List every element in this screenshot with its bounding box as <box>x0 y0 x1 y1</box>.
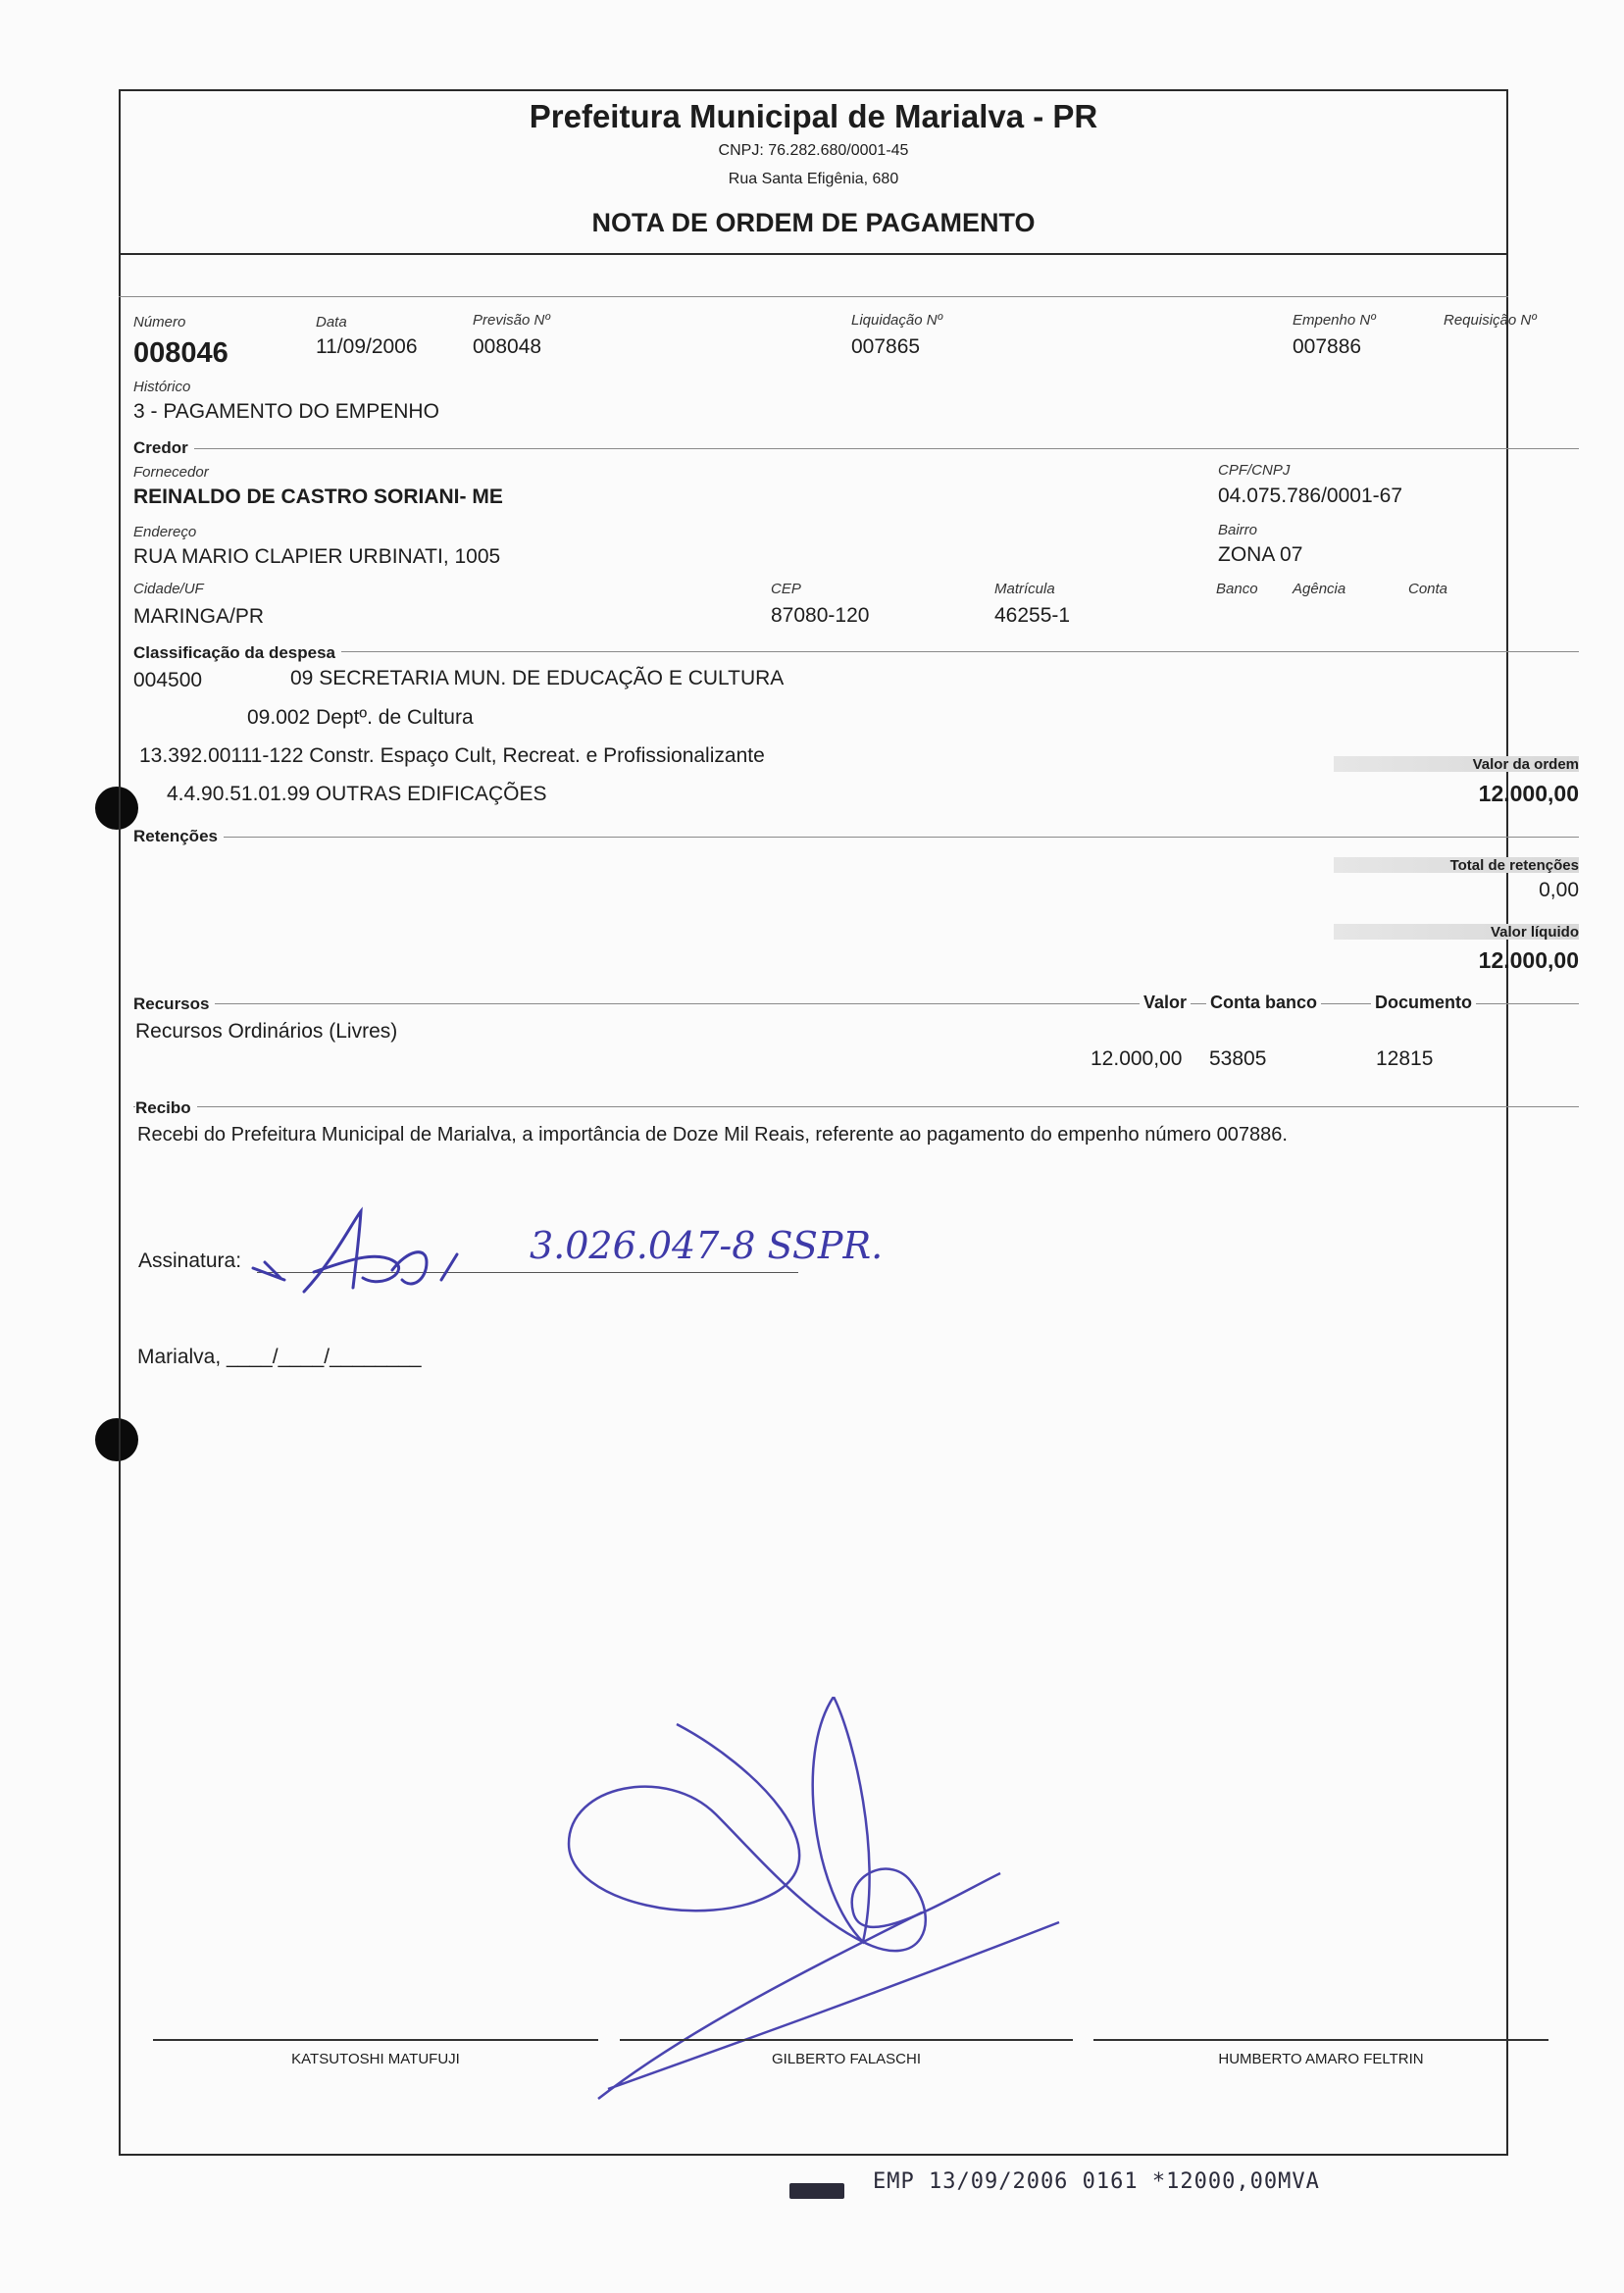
bairro-label: Bairro <box>1218 522 1258 538</box>
previsao-label: Previsão Nº <box>473 312 550 329</box>
org-cnpj: CNPJ: 76.282.680/0001-45 <box>718 142 909 159</box>
top-rule <box>119 296 1508 297</box>
fornecedor-value: REINALDO DE CASTRO SORIANI- ME <box>133 485 503 508</box>
handwritten-id: 3.026.047-8 SSPR. <box>530 1224 884 1267</box>
liquidacao-value: 007865 <box>851 335 921 358</box>
header-separator <box>119 253 1508 255</box>
cpf-value: 04.075.786/0001-67 <box>1218 484 1403 507</box>
historico-value: 3 - PAGAMENTO DO EMPENHO <box>133 400 439 423</box>
recursos-valor-label: Valor <box>1140 993 1191 1013</box>
stamp-logo-icon <box>789 2183 844 2199</box>
retencoes-rule <box>133 837 1579 838</box>
valor-liquido-label: Valor líquido <box>1490 924 1579 941</box>
endereco-value: RUA MARIO CLAPIER URBINATI, 1005 <box>133 545 501 568</box>
liquidacao-label: Liquidação Nº <box>851 312 943 329</box>
recibo-text: Recebi do Prefeitura Municipal de Marialva, a importância de Doze Mil Reais, referente ao pagamento do empenho número 007886. <box>137 1124 1288 1146</box>
cidade-value: MARINGA/PR <box>133 605 265 628</box>
requisicao-label: Requisição Nº <box>1444 312 1537 329</box>
classificacao-line3: 13.392.00111-122 Constr. Espaço Cult, Recreat. e Profissionalizante <box>139 744 765 767</box>
data-value: 11/09/2006 <box>316 335 418 358</box>
valor-ordem-label: Valor da ordem <box>1472 756 1579 773</box>
signatory-1: KATSUTOSHI MATUFUJI <box>291 2051 460 2067</box>
data-label: Data <box>316 314 347 331</box>
total-retencoes-label: Total de retenções <box>1449 857 1579 874</box>
valor-ordem-value: 12.000,00 <box>1478 781 1579 806</box>
assinatura-label: Assinatura: <box>138 1249 242 1272</box>
empenho-value: 007886 <box>1293 335 1362 358</box>
recursos-section: Recursos <box>133 994 215 1014</box>
recursos-rule <box>133 1003 1579 1004</box>
bottom-stamp: EMP 13/09/2006 0161 *12000,00MVA <box>873 2169 1320 2194</box>
historico-label: Histórico <box>133 379 191 395</box>
cep-value: 87080-120 <box>771 604 870 627</box>
local-date: Marialva, ____/____/________ <box>137 1346 422 1368</box>
classificacao-line4: 4.4.90.51.01.99 OUTRAS EDIFICAÇÕES <box>167 783 547 805</box>
cpf-label: CPF/CNPJ <box>1218 462 1291 479</box>
signature-line-1 <box>153 2039 598 2041</box>
recursos-descricao: Recursos Ordinários (Livres) <box>135 1020 398 1043</box>
recursos-conta-banco: 53805 <box>1209 1047 1267 1070</box>
cidade-label: Cidade/UF <box>133 581 204 597</box>
recibo-section: Recibo <box>135 1098 197 1118</box>
recursos-conta-label: Conta banco <box>1206 993 1321 1013</box>
fornecedor-label: Fornecedor <box>133 464 209 481</box>
banco-label: Banco <box>1216 581 1258 597</box>
numero-label: Número <box>133 314 186 331</box>
org-address: Rua Santa Efigênia, 680 <box>728 171 899 187</box>
recursos-valor: 12.000,00 <box>1091 1047 1183 1070</box>
classificacao-rule <box>133 651 1579 652</box>
bairro-value: ZONA 07 <box>1218 543 1303 566</box>
doc-title: NOTA DE ORDEM DE PAGAMENTO <box>591 208 1036 237</box>
previsao-value: 008048 <box>473 335 542 358</box>
empenho-label: Empenho Nº <box>1293 312 1376 329</box>
org-title: Prefeitura Municipal de Marialva - PR <box>529 98 1098 134</box>
signature-line-2 <box>620 2039 1073 2041</box>
classificacao-line2: 09.002 Deptº. de Cultura <box>247 706 474 729</box>
signature-line-3 <box>1093 2039 1548 2041</box>
recursos-documento-label: Documento <box>1371 993 1476 1013</box>
authority-signature-icon <box>549 1697 1079 2109</box>
classificacao-section: Classificação da despesa <box>133 643 341 663</box>
valor-liquido-value: 12.000,00 <box>1478 947 1579 973</box>
agencia-label: Agência <box>1293 581 1346 597</box>
matricula-label: Matrícula <box>994 581 1055 597</box>
recibo-rule <box>133 1106 1579 1107</box>
cep-label: CEP <box>771 581 801 597</box>
credor-section: Credor <box>133 438 194 458</box>
classificacao-line1: 09 SECRETARIA MUN. DE EDUCAÇÃO E CULTURA <box>290 667 785 689</box>
retencoes-section: Retenções <box>133 827 224 846</box>
recursos-documento: 12815 <box>1376 1047 1434 1070</box>
conta-label: Conta <box>1408 581 1448 597</box>
total-retencoes-value: 0,00 <box>1539 879 1579 901</box>
numero-value: 008046 <box>133 337 228 369</box>
signatory-3: HUMBERTO AMARO FELTRIN <box>1218 2051 1424 2067</box>
credor-rule <box>133 448 1579 449</box>
receipt-signature-icon <box>245 1201 481 1299</box>
matricula-value: 46255-1 <box>994 604 1071 627</box>
signatory-2: GILBERTO FALASCHI <box>772 2051 921 2067</box>
endereco-label: Endereço <box>133 524 197 540</box>
classificacao-code: 004500 <box>133 669 203 691</box>
